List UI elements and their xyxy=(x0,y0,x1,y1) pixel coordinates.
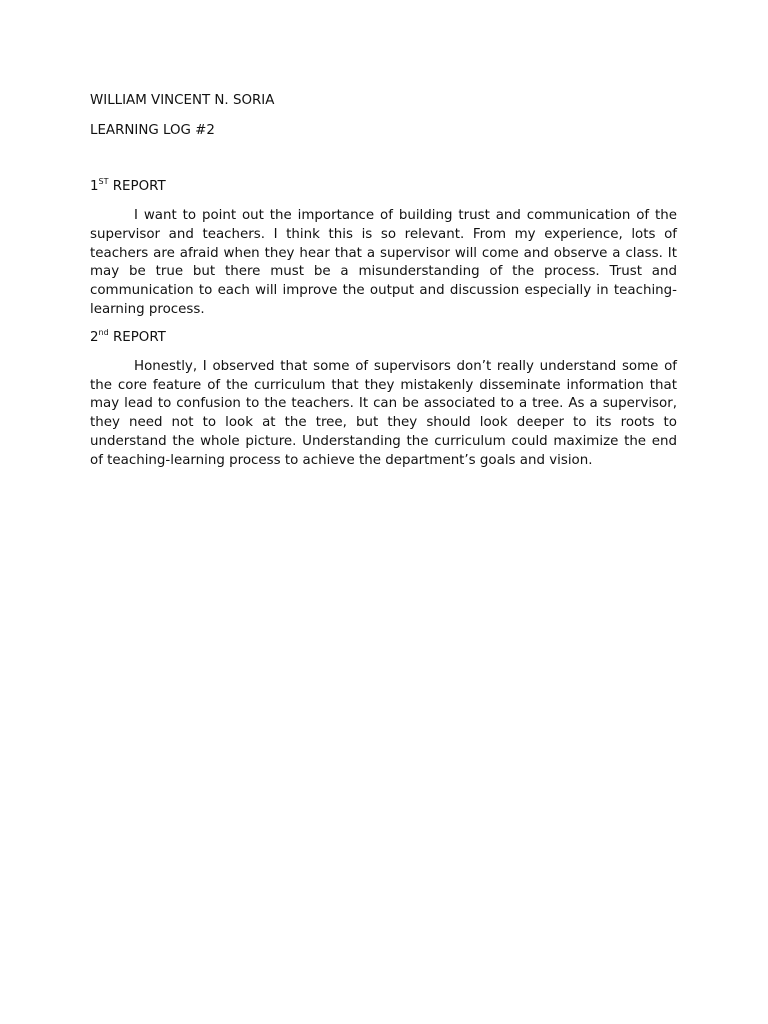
section-number: 1 xyxy=(90,179,99,195)
section-label: REPORT xyxy=(108,179,166,195)
section-ordinal-suffix: nd xyxy=(98,327,109,337)
section-ordinal-suffix: ST xyxy=(98,176,109,186)
section-heading-1 xyxy=(90,178,677,197)
log-title: LEARNING LOG #2 xyxy=(90,122,215,138)
section-paragraph-1: I want to point out the importance of building trust and communication of the supervisor and teachers. I think this is so relevant. From my experience, lots of teachers are afraid when they hear that a supervisor will come and observe a class. It may be true but there must be a misunderstanding of the process. Trust and communication to each will improve the output and discussion especially in teaching-learning process. xyxy=(90,208,677,317)
section-number: 2 xyxy=(90,330,99,346)
author-name: WILLIAM VINCENT N. SORIA xyxy=(90,93,275,108)
section-label: REPORT xyxy=(108,330,166,346)
document-body xyxy=(90,92,677,480)
section-heading-2 xyxy=(90,329,677,348)
section-paragraph-2: Honestly, I observed that some of supervisors don’t really understand some of the core feature of the curriculum that they mistakenly disseminate information that may lead to confusion to the teachers. It can be associated to a tree. As a supervisor, they need not to look at the tree, but they should look deeper to its roots to understand the whole picture. Understanding the curriculum could maximize the end of teaching-learning process to achieve the department’s goals and vision. xyxy=(90,359,677,468)
